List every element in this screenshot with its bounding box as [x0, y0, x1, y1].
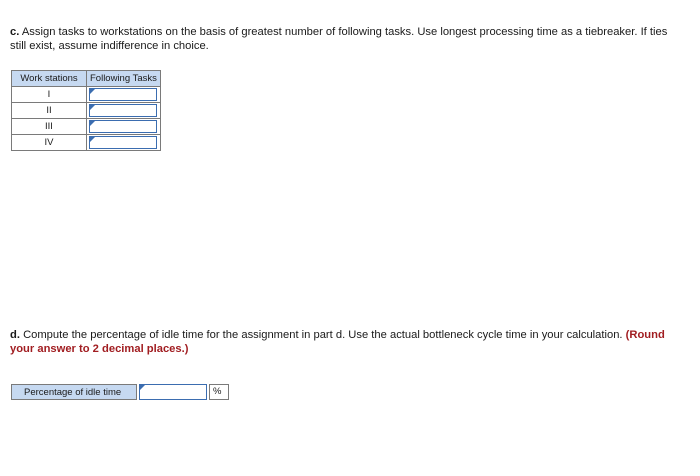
- question-part-d: [10, 329, 670, 356]
- table-row: [12, 119, 161, 135]
- following-tasks-cell: [87, 119, 161, 135]
- following-tasks-input[interactable]: [89, 104, 157, 117]
- header-work-stations: Work stations: [12, 71, 87, 87]
- part-d-label: d.: [10, 329, 20, 341]
- table-row: [12, 135, 161, 151]
- input-corner-marker-icon: [90, 121, 95, 126]
- table-row: [12, 103, 161, 119]
- input-corner-marker-icon: [140, 385, 145, 390]
- station-label: I: [12, 87, 87, 103]
- question-part-c: [10, 26, 670, 53]
- idle-time-label: Percentage of idle time: [11, 384, 137, 400]
- percent-unit: %: [209, 384, 229, 400]
- idle-time-row: [11, 384, 229, 400]
- input-corner-marker-icon: [90, 89, 95, 94]
- following-tasks-cell: [87, 103, 161, 119]
- station-label: III: [12, 119, 87, 135]
- workstation-table: [11, 70, 161, 151]
- station-label: II: [12, 103, 87, 119]
- idle-time-input[interactable]: [139, 384, 207, 400]
- following-tasks-cell: [87, 135, 161, 151]
- station-label: IV: [12, 135, 87, 151]
- table-row: [12, 87, 161, 103]
- table-header-row: [12, 71, 161, 87]
- input-corner-marker-icon: [90, 105, 95, 110]
- part-c-label: c.: [10, 26, 20, 38]
- following-tasks-cell: [87, 87, 161, 103]
- rounding-instruction: (Round your answer to 2 decimal places.): [10, 329, 665, 355]
- input-corner-marker-icon: [90, 137, 95, 142]
- part-d-text: Compute the percentage of idle time for the assignment in part d. Use the actual bottleneck cycle time in your calculation.: [23, 329, 623, 341]
- header-following-tasks: Following Tasks: [87, 71, 161, 87]
- following-tasks-input[interactable]: [89, 88, 157, 101]
- part-c-text: Assign tasks to workstations on the basis of greatest number of following tasks. Use longest processing time as a tiebreaker. If ties still exist, assume indifference in choice.: [10, 26, 668, 52]
- following-tasks-input[interactable]: [89, 136, 157, 149]
- following-tasks-input[interactable]: [89, 120, 157, 133]
